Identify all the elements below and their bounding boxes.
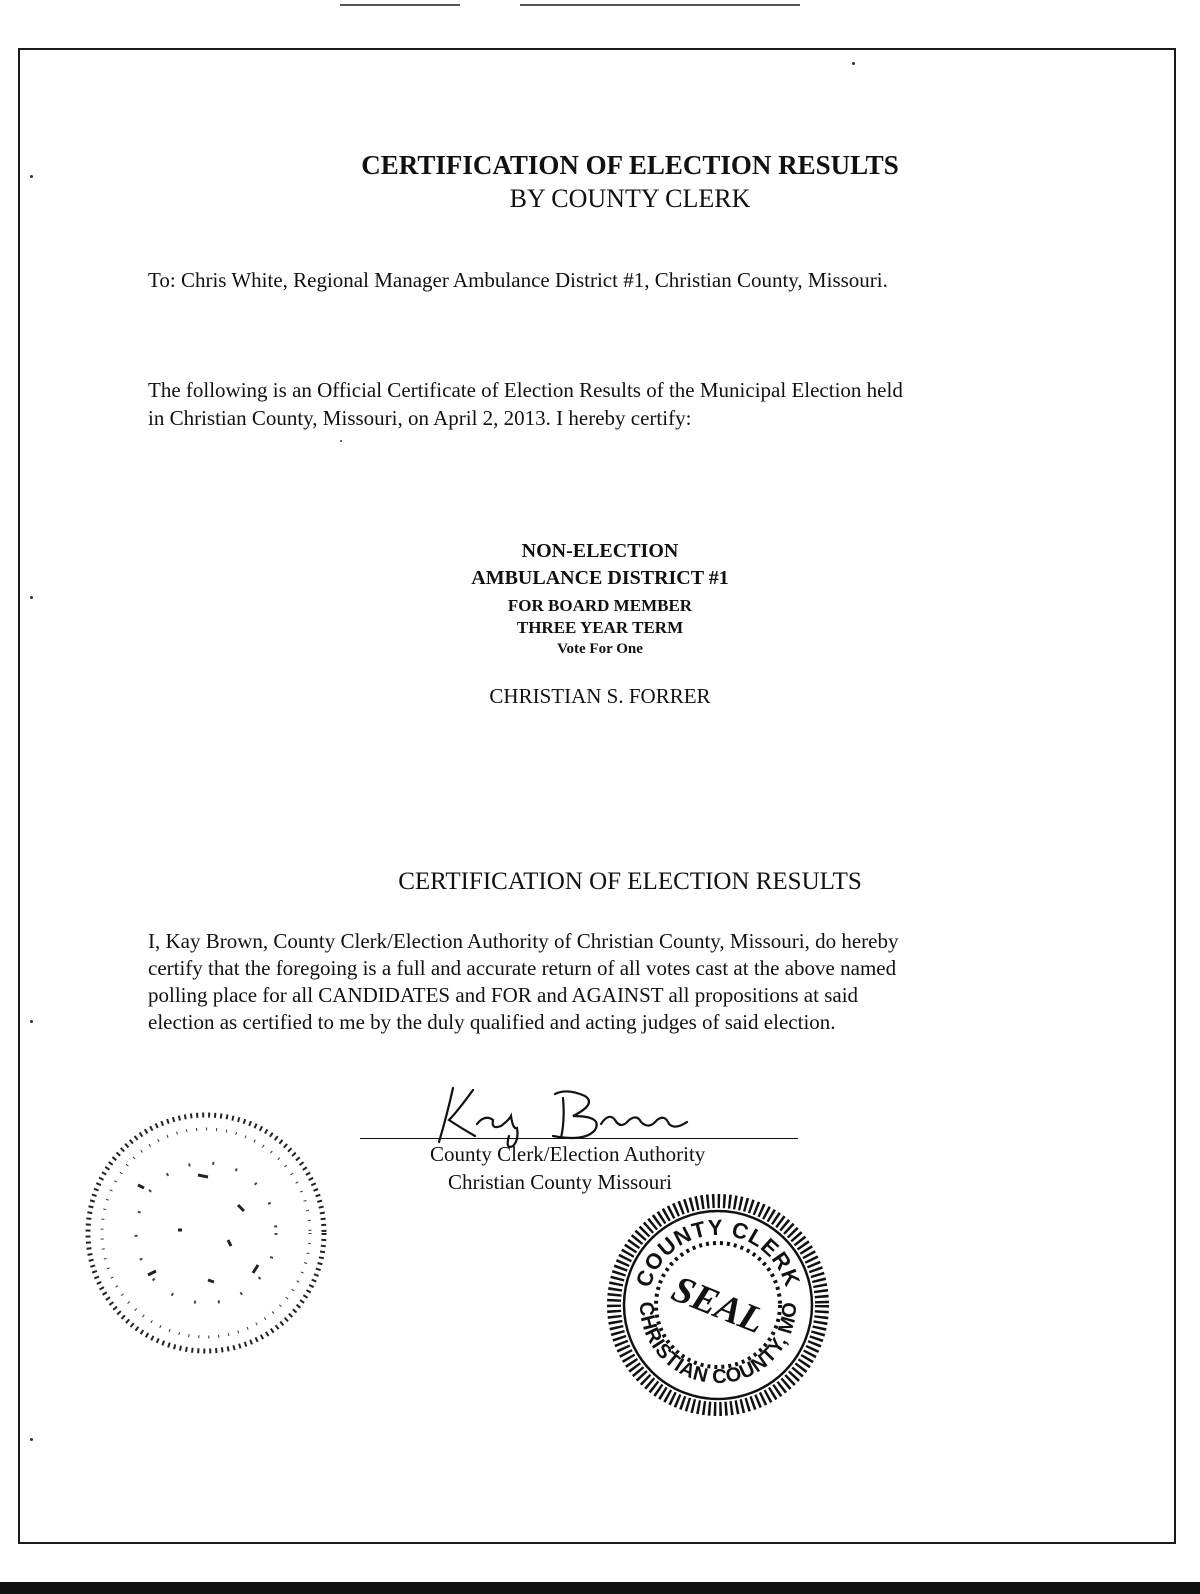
seal-center-text: SEAL	[666, 1267, 770, 1343]
contest-office: FOR BOARD MEMBER	[507, 596, 693, 615]
embossed-seal	[78, 1105, 338, 1365]
scan-speck	[340, 440, 342, 442]
contest-vote-for: Vote For One	[557, 641, 643, 657]
signer-title: County Clerk/Election Authority	[430, 1142, 706, 1166]
document-title: CERTIFICATION OF ELECTION RESULTS	[361, 150, 899, 180]
scan-speck	[30, 1020, 33, 1023]
certification-heading: CERTIFICATION OF ELECTION RESULTS	[398, 868, 862, 895]
scan-bottom-edge	[0, 1582, 1200, 1594]
seal-bottom-text: CHRISTIAN COUNTY, MO	[634, 1301, 802, 1389]
signature-kay-brown	[425, 1080, 725, 1150]
certification-line-1: I, Kay Brown, County Clerk/Election Authority of Christian County, Missouri, do hereby	[148, 929, 899, 953]
certification-line-4: election as certified to me by the duly qualified and acting judges of said election.	[148, 1010, 836, 1034]
intro-paragraph	[148, 376, 903, 432]
addressee-line: To: Chris White, Regional Manager Ambulance District #1, Christian County, Missouri.	[148, 268, 888, 292]
scan-speck	[30, 1438, 33, 1441]
contest-status: NON-ELECTION	[521, 540, 679, 562]
county-clerk-seal	[608, 1195, 828, 1415]
intro-line-2: in Christian County, Missouri, on April 2, 2013. I hereby certify:	[148, 406, 692, 430]
intro-line-1: The following is an Official Certificate of Election Results of the Municipal Election held	[148, 378, 903, 402]
scan-speck	[852, 62, 855, 65]
signer-county: Christian County Missouri	[448, 1170, 673, 1194]
signature-line	[360, 1138, 798, 1139]
certification-line-2: certify that the foregoing is a full and accurate return of all votes cast at the above named	[148, 956, 897, 980]
certification-paragraph	[148, 928, 898, 1036]
scan-artifact-line	[520, 4, 800, 6]
seal-top-text: COUNTY CLERK	[630, 1214, 806, 1291]
document-subtitle: BY COUNTY CLERK	[509, 184, 751, 213]
candidate-name: CHRISTIAN S. FORRER	[489, 684, 711, 708]
contest-term: THREE YEAR TERM	[516, 618, 684, 637]
scan-artifact-line	[340, 4, 460, 6]
contest-district: AMBULANCE DISTRICT #1	[471, 567, 729, 589]
svg-text:COUNTY CLERK	[631, 1215, 806, 1290]
certification-line-3: polling place for all CANDIDATES and FOR and AGAINST all propositions at said	[148, 983, 859, 1007]
